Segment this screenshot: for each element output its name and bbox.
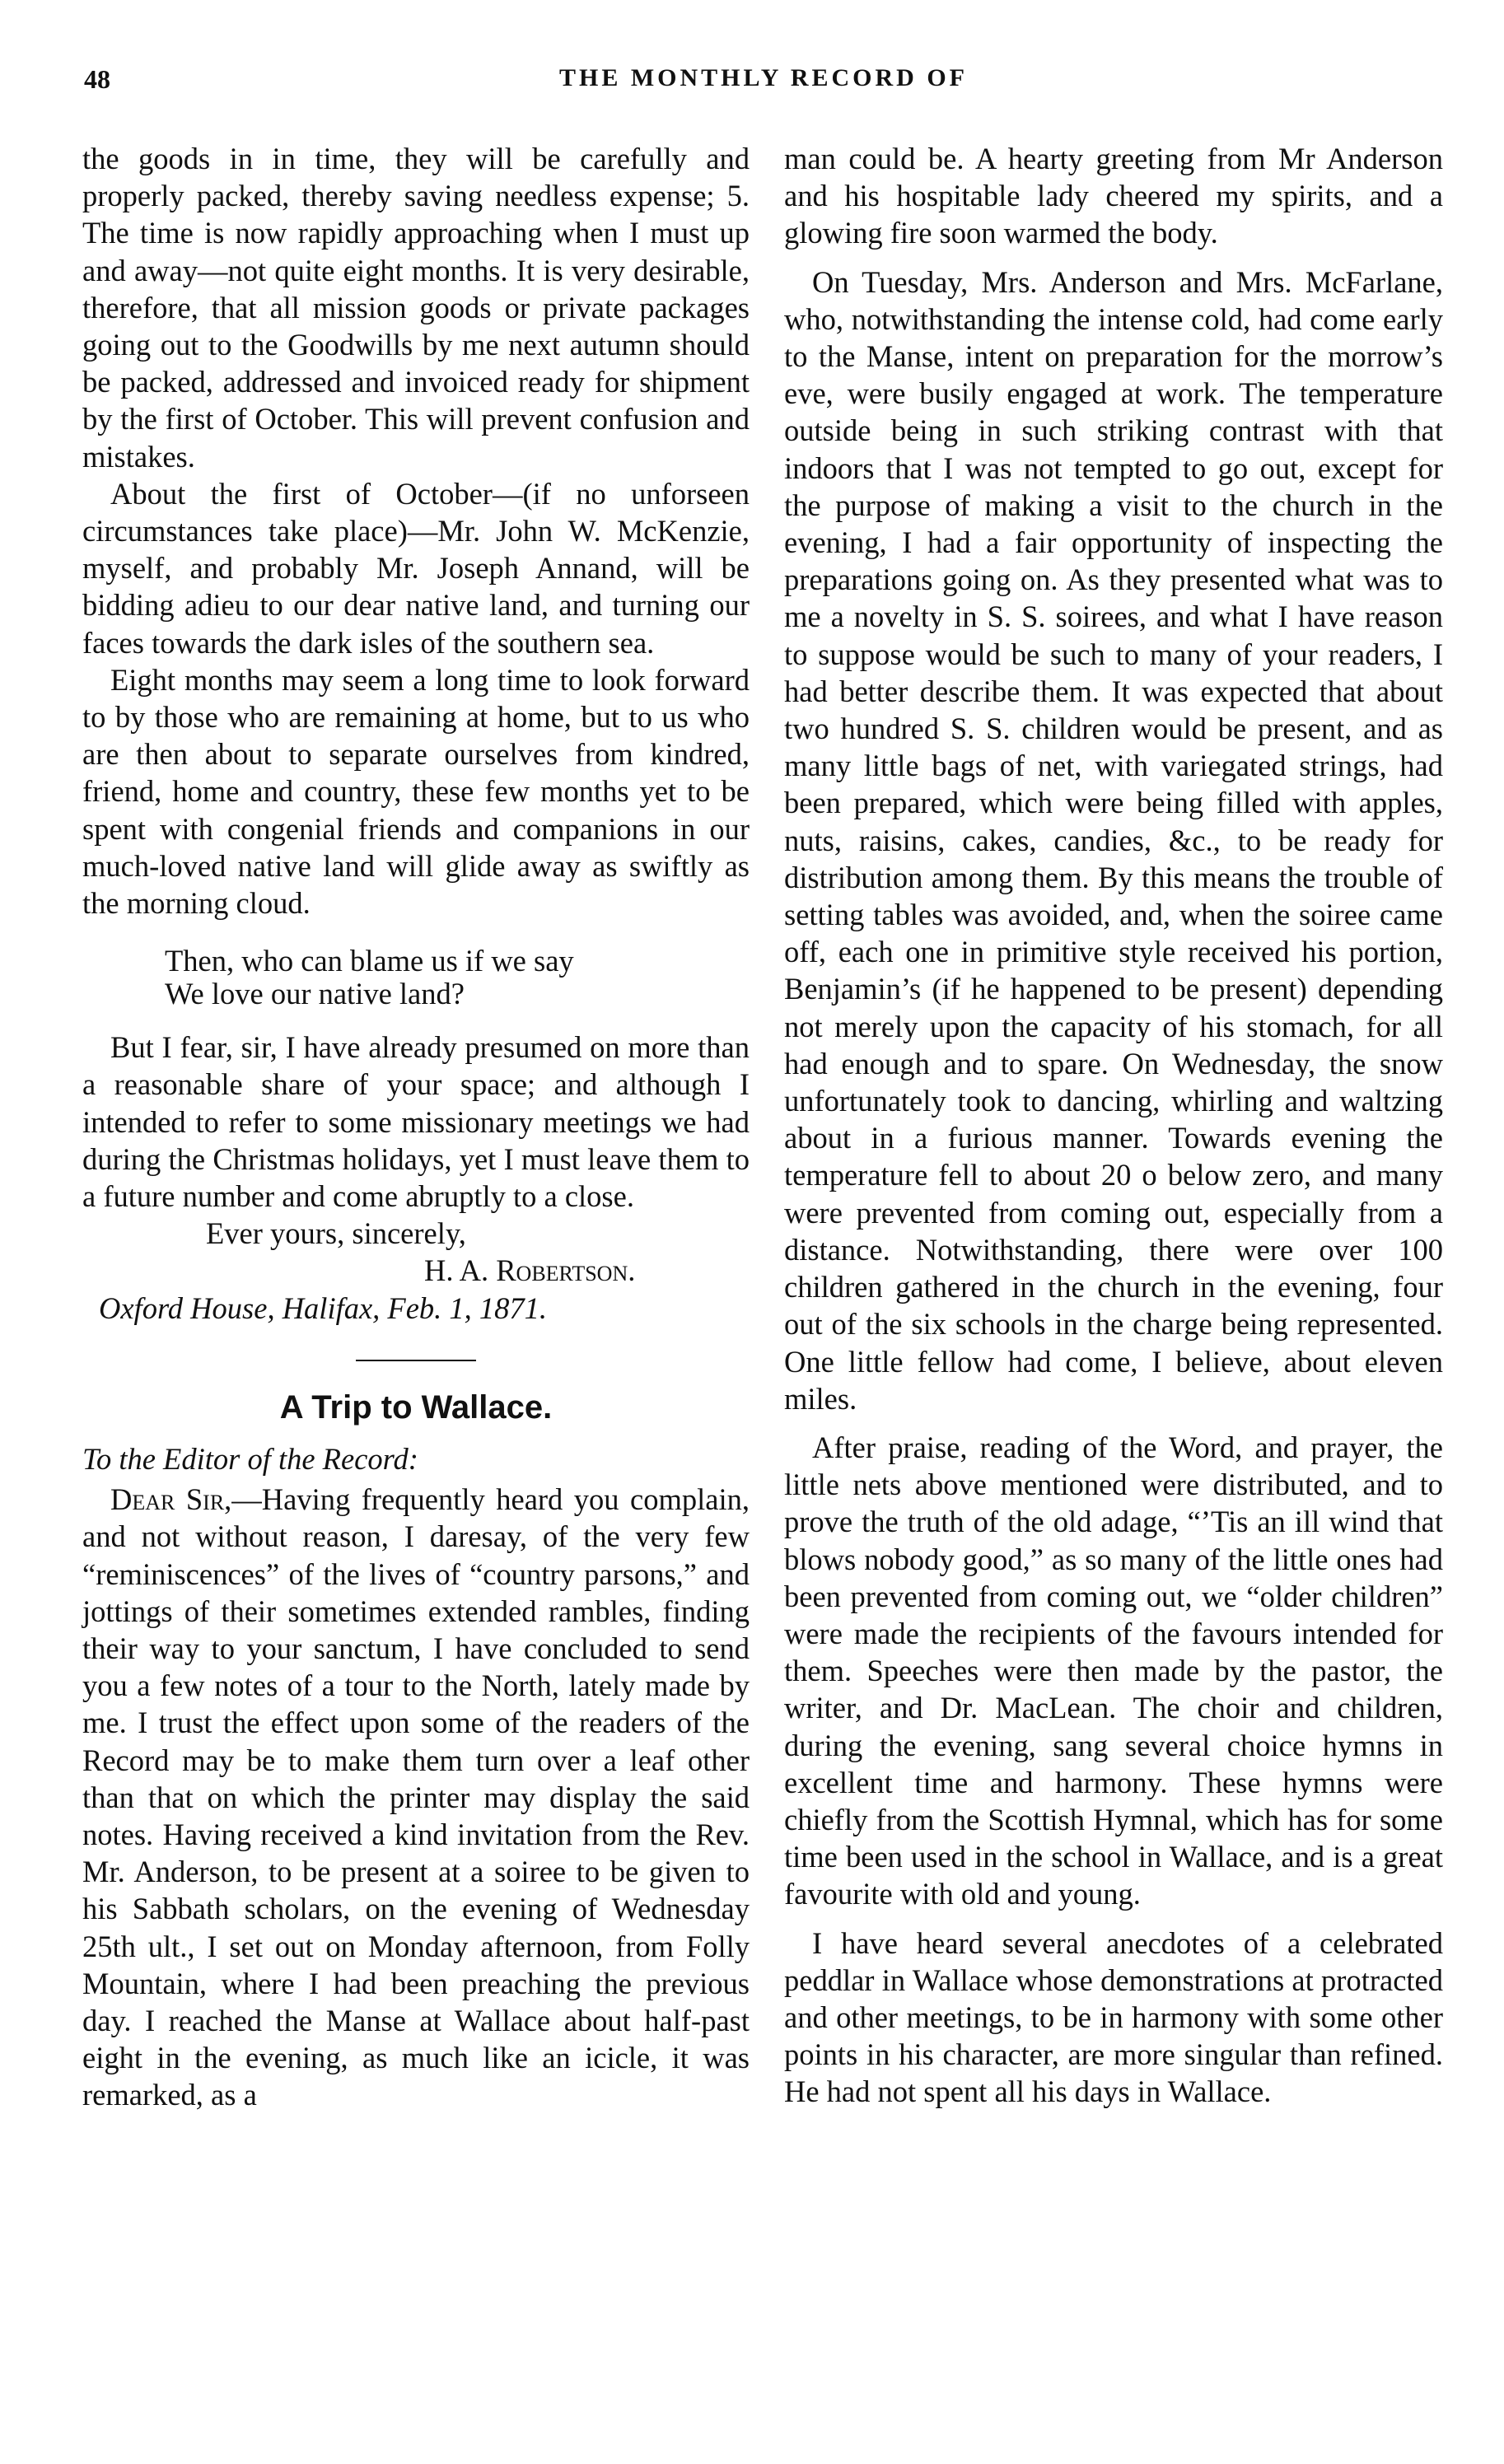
peddlar-paragraph: I have heard several anecdotes of a celebrated peddlar in Wallace whose demonstrations at protracted and other meetings, to be in harmony with some other points in his character, are more singular than refined. He had not spent all his days in Wallace. (784, 1925, 1443, 2109)
letter-continuation-paragraph: the goods in in time, they will be carefully and properly packed, thereby saving needless expense; 5. The time is now rapidly approaching when I must up and away—not quite eight months. It is very desirable, therefore, that all mission goods or private packages going out to the Goodwills by me next autumn should be packed, addressed and invoiced ready for shipment by the first of October. This will prevent confusion and mistakes. (82, 142, 750, 474)
left-column (82, 140, 750, 2114)
letter-closing: Ever yours, sincerely, (206, 1216, 466, 1251)
article-title: A Trip to Wallace. (279, 1388, 553, 1426)
tuesday-paragraph: On Tuesday, Mrs. Anderson and Mrs. McFarlane, who, notwithstanding the intense cold, had come early to the Manse, intent on preparation for the morrow’s eve, were busily engaged at work. The temperature outside being in such striking contrast with that indoors that I was not tempted to go out, except for the purpose of making a visit to the church in the evening, I had a fair opportunity of inspecting the preparations going on. As they presented what was to me a novelty in S. S. soirees, and what I have reason to suppose would be such to many of your readers, I had better describe them. It was expected that about two hundred S. S. children would be present, and as many little bags of net, with variegated strings, had been prepared, which were being filled with apples, nuts, raisins, cakes, candies, &c., to be ready for distribution among them. By this means the trouble of setting tables was avoided, and, when the soiree came off, each one in primitive style received his portion, Benjamin’s (if he happened to be present) depending not merely upon the capacity of his stomach, for all had enough and to spare. On Wednesday, the snow unfortunately took to dancing, whirling and waltzing about in a furious manner. Towards evening the temperature fell to about 20 o below zero, and many were prevented from coming out, especially from a distance. Notwithstanding, there were over 100 children gathered in the church in the evening, four out of the six schools in the charge being represented. One little fellow had come, I believe, about eleven miles. (784, 264, 1443, 1416)
soiree-paragraph: After praise, reading of the Word, and prayer, the little nets above mentioned were distributed, and to prove the truth of the old adage, “’Tis an ill wind that blows nobody good,” as so many of the little ones had been prevented from coming out, we “older children” were made the recipients of the favours intended for them. Speeches were then made by the pastor, the writer, and Dr. MacLean. The choir and children, during the evening, sang several choice hymns in excellent time and harmony. These hymns were chiefly from the Scottish Hymnal, which has for some time been used in the school in Wallace, and is a great favourite with old and young. (784, 1430, 1443, 1911)
page-header (84, 64, 1443, 114)
right-column (784, 140, 1443, 2111)
article-salutation: To the Editor of the Record: (82, 1441, 418, 1476)
letter-signature: H. A. Robertson. (424, 1253, 636, 1288)
opening-text: —Having frequently heard you complain, and not without reason, I daresay, of the very few “reminiscences” of the lives of “country parsons,” and jottings of their sometimes extended rambles, finding their way to your sanctum, I have concluded to send you a few notes of a tour to the North, lately made by me. I trust the effect upon some of the readers of the Record may be to make them turn over a leaf other than that on which the printer may display the said notes. Having received a kind invitation from the Rev. Mr. Anderson, to be present at a soiree to be given to his Sabbath scholars, on the evening of Wednesday 25th ult., I set out on Monday afternoon, from Folly Mountain, where I had been preaching the previous day. I reached the Manse at Wallace about half-past eight in the evening, as much like an icicle, it was remarked, as a (82, 1482, 750, 2112)
article-continuation-paragraph: man could be. A hearty greeting from Mr Anderson and his hospitable lady cheered my spirits, and a glowing fire soon warmed the body. (784, 142, 1443, 250)
departure-paragraph: About the first of October—(if no unforseen circumstances take place)—Mr. John W. McKenzie, myself, and probably Mr. Joseph Annand, will be bidding adieu to our dear native land, and turning our faces towards the dark isles of the southern sea. (82, 476, 750, 660)
letter-dateline: Oxford House, Halifax, Feb. 1, 1871. (99, 1290, 548, 1325)
verse-line: Then, who can blame us if we say (165, 944, 574, 978)
article-opening-paragraph (82, 1481, 750, 2113)
verse-quote (165, 945, 750, 1010)
page-number: 48 (84, 64, 110, 94)
closing-paragraph: But I fear, sir, I have already presumed on more than a reasonable share of your space; and although I intended to refer to some missionary meetings we had during the Christmas holidays, yet I must leave them to a future number and come abruptly to a close. (82, 1030, 750, 1214)
section-divider (356, 1360, 476, 1361)
eight-months-paragraph: Eight months may seem a long time to look forward to by those who are remaining at home, but to us who are then about to separate ourselves from kindred, friend, home and country, these few months yet to be spent with congenial friends and companions in our much-loved native land will glide away as swiftly as the morning cloud. (82, 662, 750, 921)
running-title: THE MONTHLY RECORD OF (559, 64, 968, 91)
verse-line: We love our native land? (165, 977, 465, 1011)
opening-words: Dear Sir, (110, 1482, 232, 1517)
